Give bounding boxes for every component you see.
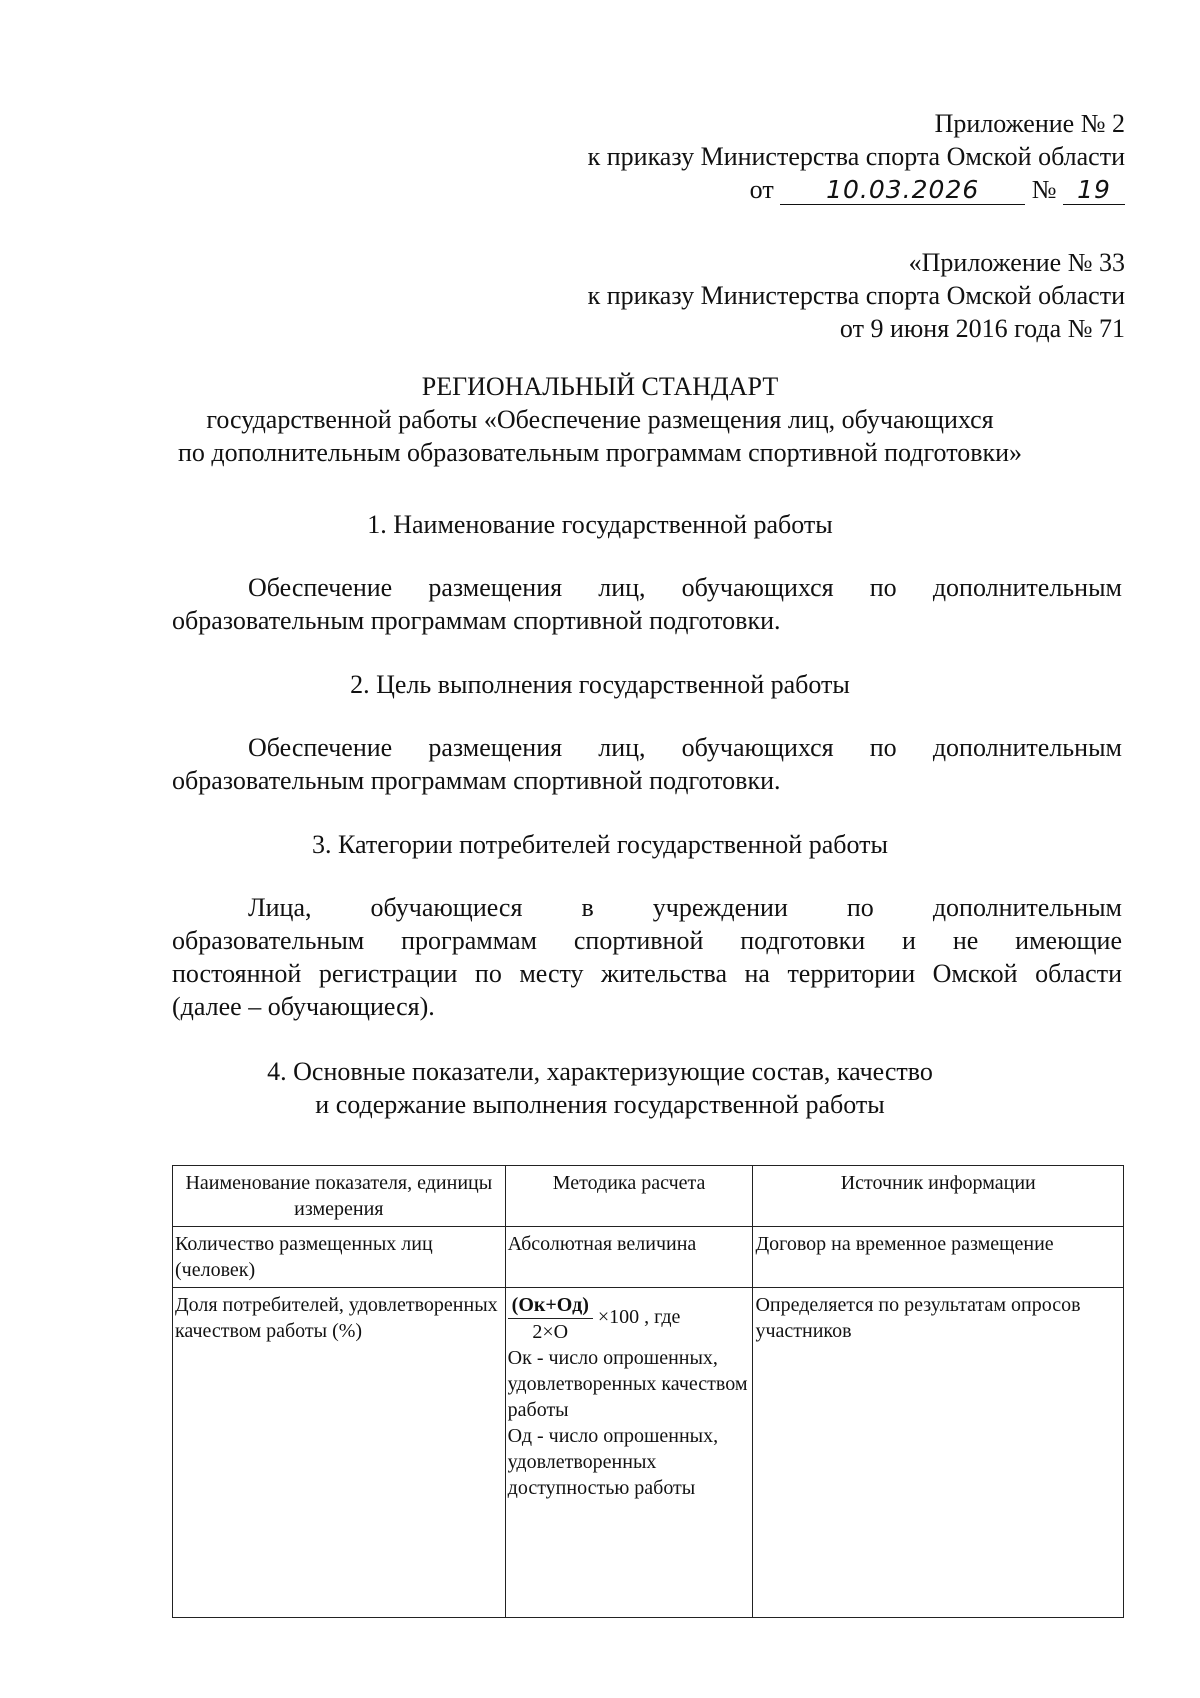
table-row xyxy=(173,1227,1124,1288)
document-title-line2: государственной работы «Обеспечение размещения лиц, обучающихся xyxy=(206,405,994,434)
method-definition-od: Од - число опрошенных, удовлетворенных доступностью работы xyxy=(507,1425,719,1499)
original-appendix-title: «Приложение № 33 xyxy=(908,248,1125,277)
document-title-line3: по дополнительным образовательным программам спортивной подготовки» xyxy=(177,438,1023,467)
document-title-main: РЕГИОНАЛЬНЫЙ СТАНДАРТ xyxy=(421,372,779,401)
date-prefix: от xyxy=(749,175,774,204)
table-header-row xyxy=(173,1166,1124,1227)
table-row xyxy=(173,1288,1124,1618)
source-cell: Договор на временное размещение xyxy=(753,1227,1124,1288)
method-cell: Абсолютная величина xyxy=(505,1227,753,1288)
original-appendix-order-ref: к приказу Министерства спорта Омской области xyxy=(587,281,1125,310)
formula-multiplier: ×100 xyxy=(597,1306,640,1329)
appendix-order-ref: к приказу Министерства спорта Омской области xyxy=(587,142,1125,171)
formula-numerator: (Ок+Од) xyxy=(508,1292,593,1319)
table-header-cell: Источник информации xyxy=(753,1166,1124,1227)
formula xyxy=(508,1292,751,1345)
formula-denominator: 2×О xyxy=(532,1321,569,1343)
section-1-text: Обеспечение размещения лиц, обучающихся по дополнительным образовательным программам спортивной подготовки. xyxy=(172,573,1122,635)
section-3-text: Лица, обучающиеся в учреждении по дополнительным образовательным программам спортивной подготовки и не имеющие постоянной регистрации по месту жительства на территории Омской области (далее – обучающиеся). xyxy=(172,893,1122,1021)
method-definition-ok: Ок - число опрошенных, удовлетворенных качеством работы xyxy=(507,1347,748,1421)
method-cell xyxy=(505,1288,753,1618)
formula-fraction xyxy=(508,1292,593,1345)
appendix-header xyxy=(588,107,1125,206)
original-appendix-date: от 9 июня 2016 года № 71 xyxy=(839,314,1125,343)
indicators-table xyxy=(172,1165,1124,1618)
section-1-heading: 1. Наименование государственной работы xyxy=(367,510,833,539)
original-appendix-header xyxy=(588,246,1125,345)
document-title xyxy=(0,370,1200,469)
section-2-text: Обеспечение размещения лиц, обучающихся по дополнительным образовательным программам спортивной подготовки. xyxy=(172,733,1122,795)
number-prefix: № xyxy=(1031,175,1057,204)
handwritten-date: 10.03.2026 xyxy=(780,176,1025,205)
table-header-cell: Методика расчета xyxy=(505,1166,753,1227)
indicator-cell: Доля потребителей, удовлетворенных качеством работы (%) xyxy=(173,1288,506,1618)
section-2-heading: 2. Цель выполнения государственной работы xyxy=(350,670,850,699)
appendix-date-line xyxy=(588,173,1125,206)
handwritten-number: 19 xyxy=(1063,176,1125,205)
section-4-heading: 4. Основные показатели, характеризующие состав, качество и содержание выполнения государственной работы xyxy=(267,1057,933,1119)
indicator-cell: Количество размещенных лиц (человек) xyxy=(173,1227,506,1288)
table-header-cell: Наименование показателя, единицы измерения xyxy=(173,1166,506,1227)
section-3-heading: 3. Категории потребителей государственной работы xyxy=(312,830,888,859)
formula-where: , где xyxy=(644,1306,681,1329)
source-cell: Определяется по результатам опросов участников xyxy=(753,1288,1124,1618)
appendix-title: Приложение № 2 xyxy=(934,109,1125,138)
